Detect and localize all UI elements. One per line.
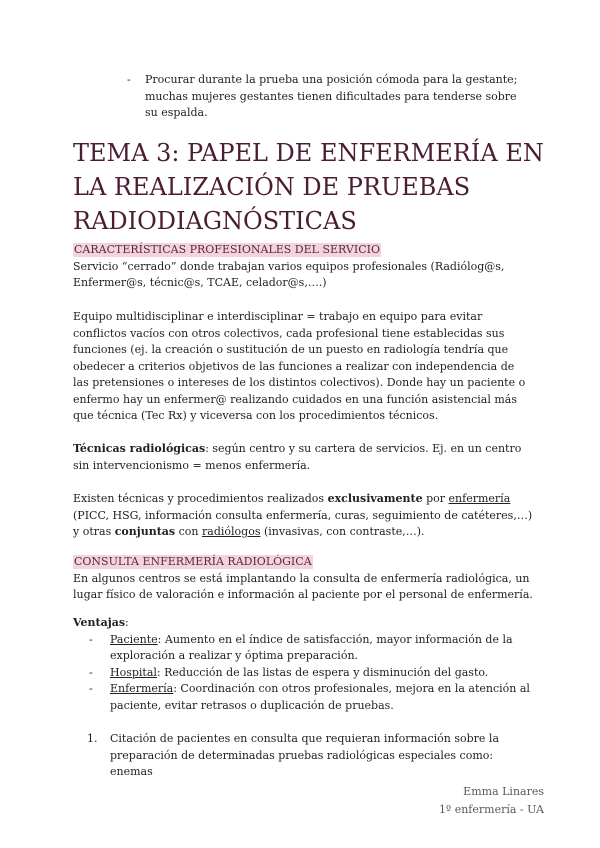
list-bullet: - [89, 682, 93, 695]
list-item-text: : Coordinación con otros profesionales, mejora en la atención al paciente, evitar retrasos o duplicación de pruebas. [110, 682, 530, 712]
underlined-term: enfermería [448, 492, 511, 505]
text-run: (PICC, HSG, información consulta enfermería, curas, seguimiento de catéteres,…) y otras [73, 508, 533, 538]
underlined-term: radiólogos [202, 525, 261, 538]
list-item [73, 681, 533, 714]
bold-term: exclusivamente [327, 492, 423, 505]
footer [439, 783, 544, 819]
section-consulta [73, 554, 533, 604]
text-run: Existen técnicas y procedimientos realizados [73, 492, 328, 505]
text-run: : [125, 616, 129, 629]
list-item [127, 72, 527, 122]
list-item [73, 632, 533, 665]
underlined-term: Enfermería [110, 682, 174, 695]
list-item [73, 665, 533, 682]
text-run: por [422, 492, 449, 505]
paragraph [73, 491, 533, 541]
author-name: Emma Linares [463, 785, 544, 798]
paragraph: En algunos centros se está implantando la consulta de enfermería radiológica, un lugar físico de valoración e información al paciente por el personal de enfermería. [73, 571, 533, 601]
underlined-term: Hospital [110, 665, 157, 679]
ventajas-list [73, 632, 533, 715]
list-bullet: - [89, 665, 93, 679]
list-item-text: Citación de pacientes en consulta que requieran información sobre la preparación de determinadas pruebas radiológicas especiales como: enemas [110, 732, 499, 778]
section-heading: CARACTERÍSTICAS PROFESIONALES DEL SERVICIO [74, 243, 380, 256]
ventajas-block [73, 615, 533, 714]
paragraph-tecnicas [73, 441, 533, 474]
paragraph: Equipo multidisciplinar e interdisciplinar = trabajo en equipo para evitar conflictos vacíos con otros colectivos, cada profesional tiene establecidas sus funciones (ej. la creación o sustitución de un puesto en radiología tendría que obedecer a criterios objetivos de las funciones a realizar con independencia de las pretensiones o intereses de los distintos colectivos). Donde hay un paciente o enfermo hay un enfermer@ realizando cuidados en una función asistencial más que técnica (Tec Rx) y viceversa con los procedimientos técnicos. [73, 310, 526, 422]
ventajas-heading [73, 615, 533, 632]
paragraph [73, 441, 533, 474]
numbered-block [73, 731, 533, 781]
list-item-text: Procurar durante la prueba una posición cómoda para la gestante; muchas mujeres gestantes tienen dificultades para tenderse sobre su espalda. [145, 73, 518, 119]
numbered-item [73, 731, 533, 781]
list-item-text: : Aumento en el índice de satisfacción, mayor información de la exploración a realizar y óptima preparación. [110, 632, 513, 662]
underlined-term: Paciente [110, 632, 158, 646]
paragraph: Servicio “cerrado” donde trabajan varios equipos profesionales (Radiólog@s, Enfermer@s, técnic@s, TCAE, celador@s,….) [73, 259, 505, 289]
paragraph-equipo [73, 309, 533, 425]
numbered-list [73, 731, 533, 781]
text-run: con [175, 525, 203, 538]
list-bullet: - [89, 632, 93, 646]
page-title: TEMA 3: PAPEL DE ENFERMERÍA EN LA REALIZACIÓN DE PRUEBAS RADIODIAGNÓSTICAS [73, 139, 544, 235]
text-run: (invasivas, con contraste,…). [260, 525, 425, 538]
list-number: 1. [87, 732, 98, 745]
bold-term: Técnicas radiológicas [73, 442, 206, 455]
bold-term: conjuntas [114, 525, 176, 538]
paragraph-existen [73, 491, 533, 541]
section-servicio [73, 242, 533, 292]
bold-term: Ventajas [73, 616, 126, 629]
section-heading: CONSULTA ENFERMERÍA RADIOLÓGICA [74, 555, 312, 568]
paragraph-text: : según centro y su cartera de servicios. Ej. en un centro sin intervencionismo = menos enfermería. [73, 442, 522, 472]
list-bullet: - [127, 73, 131, 86]
course-label: 1º enfermería - UA [439, 803, 544, 816]
list-item-text: : Reducción de las listas de espera y disminución del gasto. [156, 665, 489, 679]
